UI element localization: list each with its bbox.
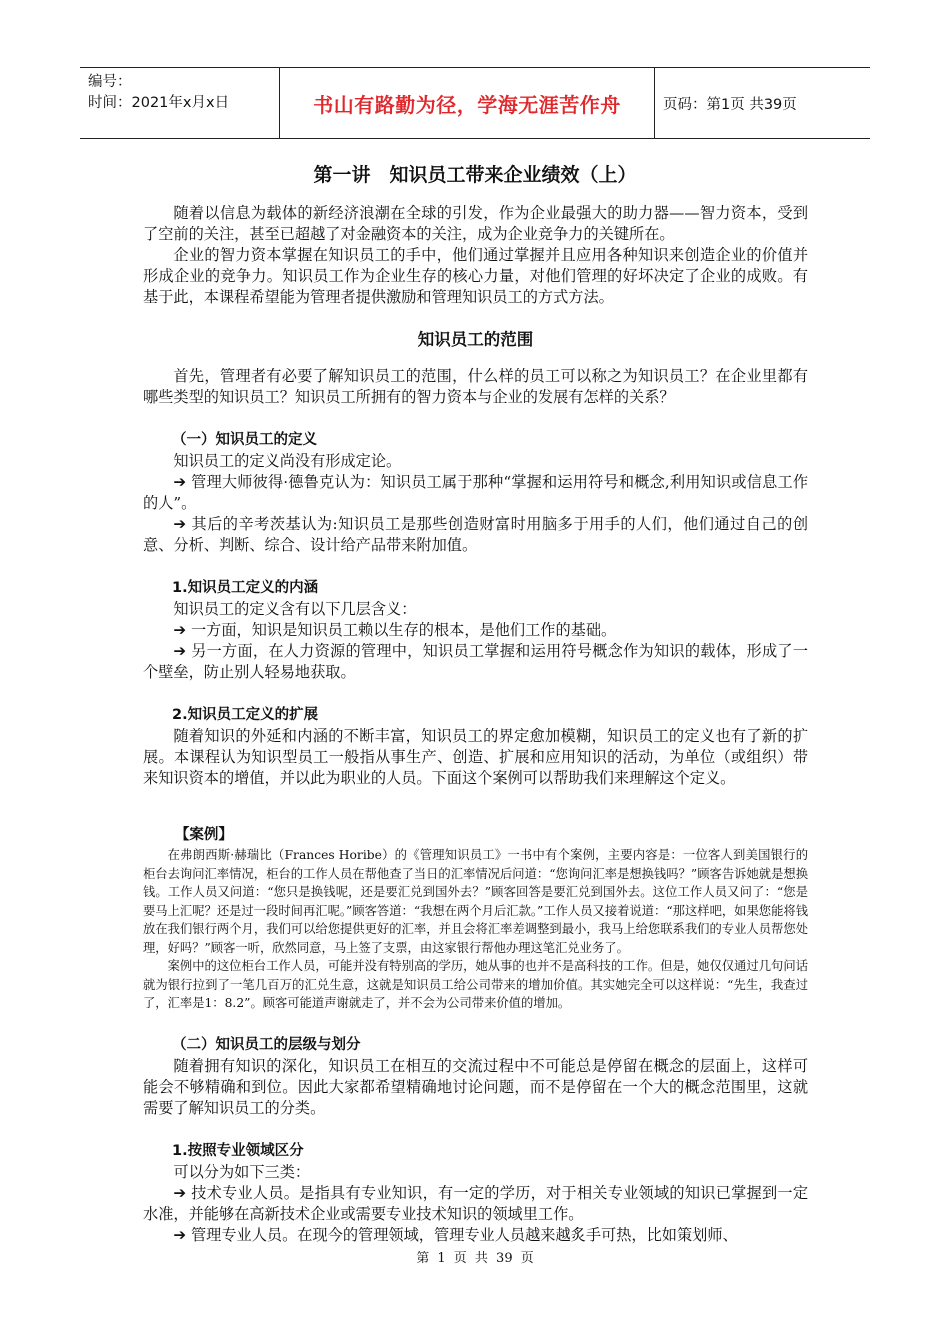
subsection-heading: 1.按照专业领域区分 [172,1142,304,1159]
body-paragraph: 随着知识的外延和内涵的不断丰富，知识员工的界定愈加模糊，知识员工的定义也有了新的扩展。本课程认为知识型员工一般指从事生产、创造、扩展和应用知识的活动，为单位（或组织）带来知识资本的增值，并以此为职业的人员。下面这个案例可以帮助我们来理解这个定义。 [143,727,808,787]
part-heading: （二）知识员工的层级与划分 [172,1036,361,1053]
page-header [80,67,870,139]
arrow-icon: ➔ [173,473,187,491]
intro-paragraph: 随着以信息为载体的新经济浪潮在全球的引发，作为企业最强大的助力器——智力资本，受到了空前的关注，甚至已超越了对金融资本的关注，成为企业竞争力的关键所在。 [143,204,808,243]
document-number-label: 编号： [88,74,132,90]
bullet-text: 一方面，知识是知识员工赖以生存的根本，是他们工作的基础。 [190,621,617,639]
document-body [143,203,808,1246]
body-paragraph: 随着拥有知识的深化，知识员工在相互的交流过程中不可能总是停留在概念的层面上，这样可能会不够精确和到位。因此大家都希望精确地讨论问题，而不是停留在一个大的概念范围里，这就需要了解知识员工的分类。 [143,1056,808,1117]
body-line: 知识员工的定义尚没有形成定论。 [173,452,402,470]
bullet-item [143,641,808,683]
arrow-icon: ➔ [173,1225,187,1244]
body-line: 可以分为如下三类： [173,1162,311,1181]
page-title: 第一讲 知识员工带来企业绩效（上） [313,164,637,186]
bullet-item [143,472,808,514]
case-paragraph: 案例中的这位柜台工作人员，可能并没有特别高的学历，她从事的也并不是高科技的工作。但是，她仅仅通过几句问话就为银行拉到了一笔几百万的汇兑生意，这就是知识员工给公司带来的增加价值。其实她完全可以这样说：“先生，我查过了，汇率是1：8.2”。顾客可能道声谢就走了，并不会为公司带来价值的增加。 [143,959,808,1010]
header-motto: 书山有路勤为径，学海无涯苦作舟 [280,68,655,138]
arrow-icon: ➔ [173,1183,187,1202]
bullet-text: 技术专业人员。是指具有专业知识，有一定的学历，对于相关专业领域的知识已掌握到一定水准，并能够在高新技术企业或需要专业技术知识的领域里工作。 [143,1183,809,1223]
section-paragraph: 首先，管理者有必要了解知识员工的范围，什么样的员工可以称之为知识员工？在企业里都有哪些类型的知识员工？知识员工所拥有的智力资本与企业的发展有怎样的关系？ [143,367,808,406]
section-heading: 知识员工的范围 [417,330,534,349]
bullet-text: 其后的辛考茨基认为:知识员工是那些创造财富时用脑多于用手的人们，他们通过自己的创意、分析、判断、综合、设计给产品带来附加值。 [143,515,809,554]
header-page-info: 页码：第1页 共39页 [663,96,797,113]
page-footer: 第 1 页 共 39 页 [416,1251,534,1266]
bullet-item [143,1183,808,1225]
case-paragraph: 在弗朗西斯·赫瑞比（Frances Horibe）的《管理知识员工》一书中有个案例，主要内容是：一位客人到美国银行的柜台去询问汇率情况，柜台的工作人员在帮他查了当日的汇率情况后问道：“您询问汇率是想换钱吗？”顾客告诉她就是想换钱。工作人员又问道：“您只是换钱呢，还是要汇兑到国外去？”顾客回答是要汇兑到国外去。这位工作人员又问了：“您是要马上汇呢？还是过一段时间再汇呢。”顾客答道：“我想在两个月后汇款。”工作人员又接着说道：“那这样吧，如果您能将钱放在我们银行两个月，我们可以给您提供更好的汇率，并且会将汇率差调整到最小，我马上给您联系我们的专业人员帮您处理，好吗？”顾客一听，欣然同意，马上签了支票，由这家银行帮他办理这笔汇兑业务了。 [143,848,808,955]
bullet-item [143,514,808,556]
bullet-item [143,1225,808,1246]
subsection-heading: 1.知识员工定义的内涵 [172,580,319,596]
bullet-text: 管理专业人员。在现今的管理领域，管理专业人员越来越炙手可热，比如策划师、 [190,1225,738,1244]
arrow-icon: ➔ [173,642,187,660]
body-line: 知识员工的定义含有以下几层含义： [173,600,417,618]
document-date-label: 时间：2021年x月x日 [88,95,230,111]
header-meta [80,68,280,138]
arrow-icon: ➔ [173,621,187,639]
bullet-item [143,620,808,641]
case-heading: 【案例】 [174,827,233,843]
part-heading: （一）知识员工的定义 [172,432,317,448]
arrow-icon: ➔ [173,515,187,533]
bullet-text: 管理大师彼得·德鲁克认为：知识员工属于那种“掌握和运用符号和概念,利用知识或信息工作的人”。 [143,473,809,512]
subsection-heading: 2.知识员工定义的扩展 [172,707,319,723]
bullet-text: 另一方面，在人力资源的管理中，知识员工掌握和运用符号概念作为知识的载体，形成了一个壁垒，防止别人轻易地获取。 [143,642,809,681]
intro-paragraph: 企业的智力资本掌握在知识员工的手中，他们通过掌握并且应用各种知识来创造企业的价值并形成企业的竞争力。知识员工作为企业生存的核心力量，对他们管理的好坏决定了企业的成败。有基于此，本课程希望能为管理者提供激励和管理知识员工的方式方法。 [143,246,808,306]
